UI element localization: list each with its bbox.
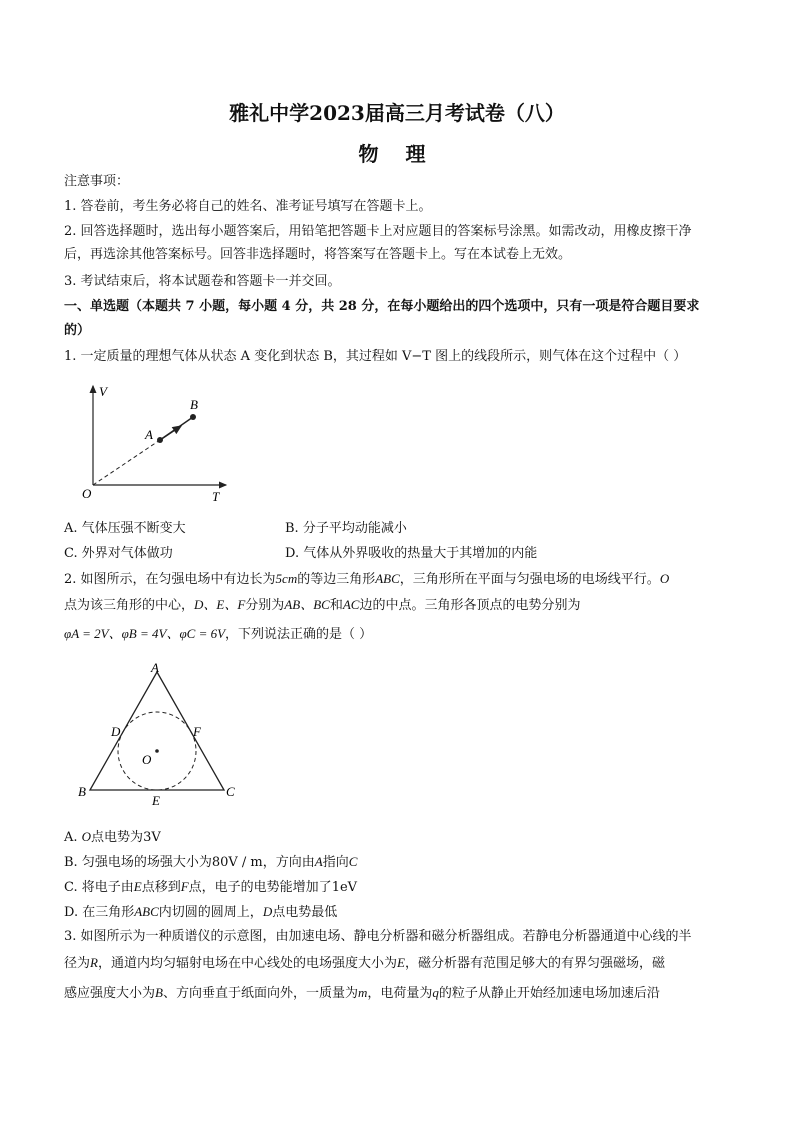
- point-a: [157, 437, 163, 443]
- q1-option-d: D. 气体从外界吸收的热量大于其增加的内能: [285, 546, 538, 561]
- notice-item-2b: 后，再选涂其他答案标号。回答非选择题时，将答案写在答题卡上。写在本试卷上无效。: [64, 247, 572, 262]
- point-b-label: B: [190, 397, 198, 412]
- q3-line-1: 3. 如图所示为一种质谱仪的示意图，由加速电场、静电分析器和磁分析器组成。若静电分析器通道中心线的半: [64, 929, 692, 944]
- point-a-label: A: [145, 427, 153, 442]
- q2-option-a: A. O点电势为3V: [64, 829, 161, 845]
- q1-stem: 1. 一定质量的理想气体从状态 A 变化到状态 B，其过程如 V−T 图上的线段所示，则气体在这个过程中（ ）: [64, 349, 687, 364]
- q3-line-3: 感应强度大小为B、方向垂直于纸面向外，一质量为m，电荷量为q的粒子从静止开始经加速电场加速后沿: [64, 985, 660, 1001]
- q2-option-c: C. 将电子由E点移到F点，电子的电势能增加了1eV: [64, 879, 358, 895]
- point-b: [190, 414, 196, 420]
- t-axis-label: T: [212, 489, 220, 504]
- section-heading-b: 的）: [64, 323, 91, 338]
- q3-line-2: 径为R，通道内均匀辐射电场在中心线处的电场强度大小为E，磁分析器有范围足够大的有界匀强磁场，磁: [64, 955, 665, 971]
- notice-item-3: 3. 考试结束后，将本试题卷和答题卡一并交回。: [64, 274, 341, 289]
- q2-stem-line-3: φA = 2V、φB = 4V、φC = 6V，下列说法正确的是（ ）: [64, 626, 373, 642]
- q2-option-b: B. 匀强电场的场强大小为80V / m，方向由A指向C: [64, 854, 358, 870]
- label-f: F: [193, 724, 201, 739]
- section-heading-a: 一、单选题（本题共 7 小题，每小题 4 分，共 28 分，在每小题给出的四个选项中，只有一项是符合题目要求: [64, 299, 700, 314]
- label-d: D: [111, 724, 121, 739]
- label-e: E: [152, 793, 160, 808]
- q2-triangle-figure: [72, 660, 252, 810]
- q2-stem-line-1: 2. 如图所示，在匀强电场中有边长为5cm的等边三角形ABC，三角形所在平面与匀强电场的电场线平行。O: [64, 571, 670, 587]
- q2-stem-line-2: 点为该三角形的中心，D、E、F分别为AB、BC和AC边的中点。三角形各顶点的电势分别为: [64, 597, 581, 613]
- q1-vt-graph: [78, 382, 238, 507]
- label-o: O: [142, 752, 152, 767]
- q1-option-a: A. 气体压强不断变大: [64, 521, 186, 536]
- label-a: A: [151, 660, 159, 675]
- label-c: C: [226, 784, 235, 799]
- center-o: [155, 749, 159, 753]
- q2-option-d: D. 在三角形ABC内切圆的圆周上，D点电势最低: [64, 904, 338, 920]
- origin-label: O: [82, 486, 92, 501]
- q1-option-c: C. 外界对气体做功: [64, 546, 173, 561]
- notice-heading: 注意事项：: [64, 174, 130, 189]
- subject-title: 物 理: [358, 142, 436, 166]
- extension-dashed-line: [93, 440, 160, 485]
- label-b: B: [78, 784, 86, 799]
- notice-item-1: 1. 答卷前，考生务必将自己的姓名、准考证号填写在答题卡上。: [64, 199, 432, 214]
- v-axis-label: V: [99, 384, 107, 399]
- segment-ab-arrow: [160, 426, 181, 440]
- exam-title: 雅礼中学2023届高三月考试卷（八）: [229, 101, 565, 125]
- q1-option-b: B. 分子平均动能减小: [285, 521, 407, 536]
- notice-item-2a: 2. 回答选择题时，选出每小题答案后，用铅笔把答题卡上对应题目的答案标号涂黑。如需改动，用橡皮擦干净: [64, 224, 692, 239]
